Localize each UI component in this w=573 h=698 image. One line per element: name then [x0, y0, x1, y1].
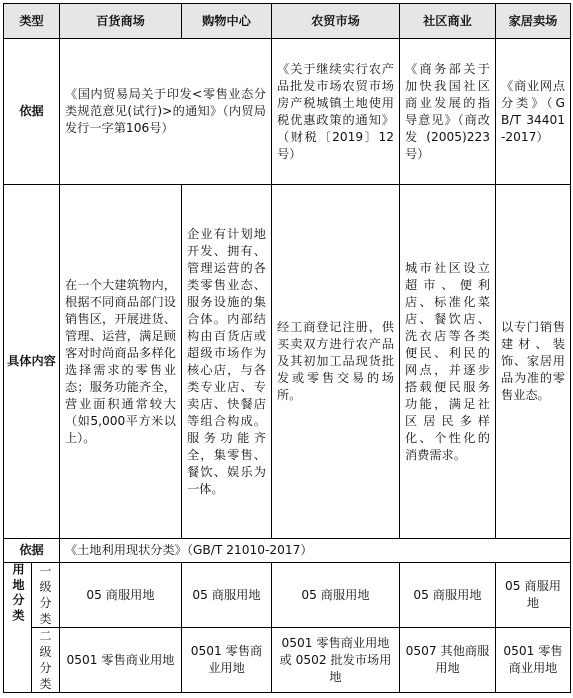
- content-dept-store: 在一个大建筑物内，根据不同商品部门设销售区，开展进货、管理、运营，满足顾客对时尚商品多样化选择需求的零售业态；服务功能齐全，营业面积通常较大（如5,000平方米以上）。: [60, 185, 182, 539]
- level1-home-store: 05 商服用地: [496, 563, 571, 628]
- basis-home-store: 《商业网点分类》（GB/T 34401-2017）: [496, 39, 571, 185]
- retail-classification-table: [3, 3, 571, 693]
- basis-dept-store: 《国内贸易局关于印发<零售业态分类规范意见(试行)>的通知》（内贸局发行一字第106号）: [60, 39, 272, 185]
- landuse-level2-row: [4, 628, 571, 693]
- dept-store-header: 百货商场: [60, 4, 182, 39]
- basis-row: [4, 39, 571, 185]
- basis-community: 《商务部关于加快我国社区商业发展的指导意见》（商改发(2005)223号）: [400, 39, 496, 185]
- level2-dept-store: 0501 零售商业用地: [60, 628, 182, 693]
- basis-label: 依据: [4, 39, 60, 185]
- landuse-label: 用地分类: [4, 563, 32, 693]
- header-row: [4, 4, 571, 39]
- type-header: 类型: [4, 4, 60, 39]
- mall-header: 购物中心: [182, 4, 272, 39]
- level1-dept-store: 05 商服用地: [60, 563, 182, 628]
- level2-mall: 0501 零售商业用地: [182, 628, 272, 693]
- level2-home-store: 0501 零售商业用地: [496, 628, 571, 693]
- content-farmers-market: 经工商登记注册，供买卖双方进行农产品及其初加工品现货批发或零售交易的场所。: [272, 185, 400, 539]
- basis2-label: 依据: [4, 539, 60, 563]
- level2-community: 0507 其他商服用地: [400, 628, 496, 693]
- basis-farmers-market: 《关于继续实行农产品批发市场农贸市场房产税城镇土地使用税优惠政策的通知》（财税〔2019〕12号）: [272, 39, 400, 185]
- basis2-row: [4, 539, 571, 563]
- level1-community: 05 商服用地: [400, 563, 496, 628]
- home-store-header: 家居卖场: [496, 4, 571, 39]
- level2-farmers-market: 0501 零售商业用地或 0502 批发市场用地: [272, 628, 400, 693]
- level1-label: 一级分类: [32, 563, 60, 628]
- landuse-level1-row: [4, 563, 571, 628]
- content-row: [4, 185, 571, 539]
- farmers-market-header: 农贸市场: [272, 4, 400, 39]
- level2-label: 二级分类: [32, 628, 60, 693]
- content-home-store: 以专门销售建材、装饰、家居用品为准的零售业态。: [496, 185, 571, 539]
- level1-farmers-market: 05 商服用地: [272, 563, 400, 628]
- basis2-text: 《土地利用现状分类》（GB/T 21010-2017）: [60, 539, 571, 563]
- community-header: 社区商业: [400, 4, 496, 39]
- level1-mall: 05 商服用地: [182, 563, 272, 628]
- content-label: 具体内容: [4, 185, 60, 539]
- content-community: 城市社区设立超市、便利店、标准化菜店、餐饮店、洗衣店等各类便民、利民的网点，并逐步搭载便民服务功能，满足社区居民多样化、个性化的消费需求。: [400, 185, 496, 539]
- content-mall: 企业有计划地开发、拥有、管理运营的各类零售业态、服务设施的集合体。内部结构由百货店或超级市场作为核心店，与各类专业店、专卖店、快餐店等组合构成。服务功能齐全，集零售、餐饮、娱乐为一体。: [182, 185, 272, 539]
